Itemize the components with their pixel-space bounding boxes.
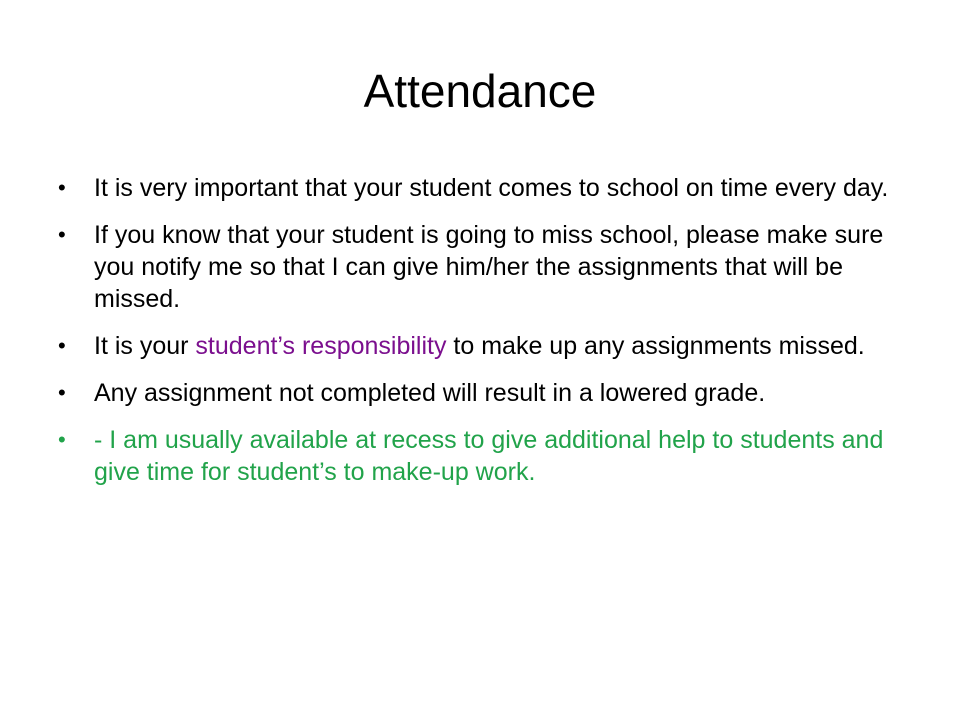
bullet-dot-icon: • <box>58 333 66 358</box>
bullet-dot-icon: • <box>58 427 66 452</box>
bullet-item-recess-help <box>58 424 898 488</box>
slide-title: Attendance <box>363 65 597 117</box>
bullet-item-responsibility <box>58 330 898 362</box>
bullet-text: Any assignment not completed will result in a lowered grade. <box>94 379 766 407</box>
bullet-text-before: It is your <box>94 332 196 360</box>
bullet-highlight: student’s responsibility <box>195 332 447 360</box>
bullet-text-after: to make up any assignments missed. <box>446 332 865 360</box>
bullet-item-grade <box>58 377 898 409</box>
bullet-list <box>58 172 898 503</box>
bullet-item-on-time <box>58 172 898 204</box>
bullet-dot-icon: • <box>58 380 66 405</box>
bullet-item-notify <box>58 219 898 315</box>
bullet-dot-icon: • <box>58 222 66 247</box>
bullet-text: If you know that your student is going to miss school, please make sure you notify me so that I can give him/her the assignments that will be missed. <box>94 221 884 313</box>
bullet-dot-icon: • <box>58 175 66 200</box>
bullet-text: - I am usually available at recess to give additional help to students and give time for student’s to make-up work. <box>94 426 884 486</box>
bullet-text: It is very important that your student comes to school on time every day. <box>94 174 889 202</box>
